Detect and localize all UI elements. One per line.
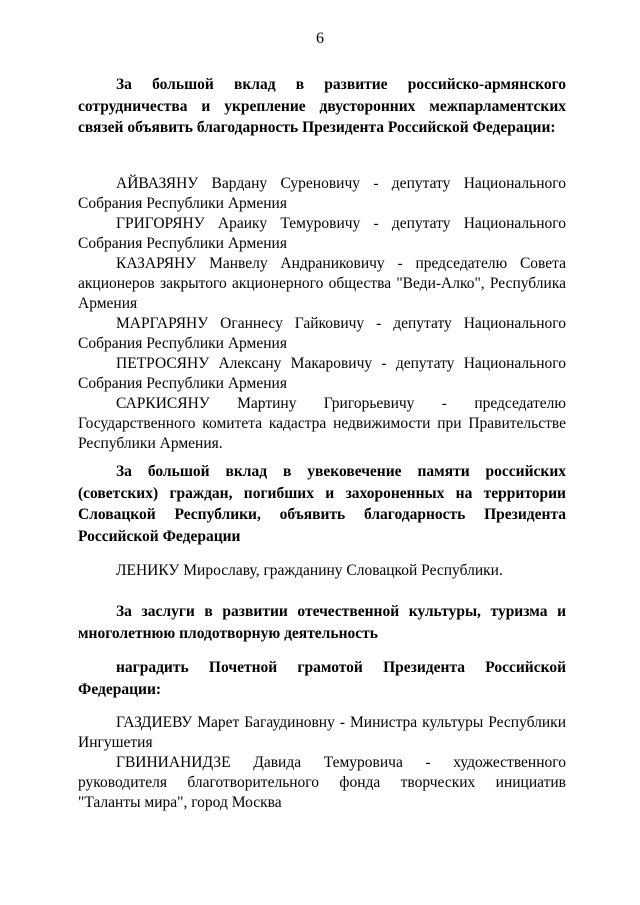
section-slovakia-heading-block: [78, 461, 566, 547]
award-entry: ГВИНИАНИДЗЕ Давида Темуровича - художественного руководителя благотворительного фонда творческих инициатив "Таланты мира", город Москва: [78, 754, 566, 811]
section-heading: За большой вклад в увековечение памяти российских (советских) граждан, погибших и захороненных на территории Словацкой Республики, объявить благодарность Президента Российской Федерации: [78, 463, 566, 545]
award-entry: КАЗАРЯНУ Манвелу Андраниковичу - председателю Совета акционеров закрытого акционерного общества "Веди-Алко", Республика Армения: [78, 255, 566, 312]
section-culture-heading-block: [78, 601, 566, 644]
section-culture-subheading-block: [78, 657, 566, 700]
section-culture-entries: [78, 713, 566, 813]
section-heading: За заслуги в развитии отечественной культуры, туризма и многолетнюю плодотворную деятельность: [78, 603, 566, 642]
award-entry: ГРИГОРЯНУ Араику Темуровичу - депутату Национального Собрания Республики Армения: [78, 215, 566, 252]
section-armenia-entries: [78, 174, 566, 454]
award-entry: ГАЗДИЕВУ Марет Багаудиновну - Министра культуры Республики Ингушетия: [78, 714, 566, 751]
award-entry: МАРГАРЯНУ Оганнесу Гайковичу - депутату Национального Собрания Республики Армения: [78, 315, 566, 352]
section-heading: За большой вклад в развитие российско-армянского сотрудничества и укрепление двусторонних межпарламентских связей объявить благодарность Президента Российской Федерации:: [78, 76, 566, 136]
award-entry: ПЕТРОСЯНУ Алексану Макаровичу - депутату Национального Собрания Республики Армения: [78, 355, 566, 392]
section-subheading: наградить Почетной грамотой Президента Российской Федерации:: [78, 659, 566, 698]
page-number: 6: [316, 30, 324, 47]
section-slovakia-entries: [78, 561, 566, 581]
award-entry: АЙВАЗЯНУ Вардану Суреновичу - депутату Национального Собрания Республики Армения: [78, 175, 566, 212]
section-armenia-heading-block: [78, 74, 566, 139]
award-entry: ЛЕНИКУ Мирославу, гражданину Словацкой Республики.: [116, 562, 503, 579]
award-entry: САРКИСЯНУ Мартину Григорьевичу - председателю Государственного комитета кадастра недвижимости при Правительстве Республики Армения.: [78, 395, 566, 452]
